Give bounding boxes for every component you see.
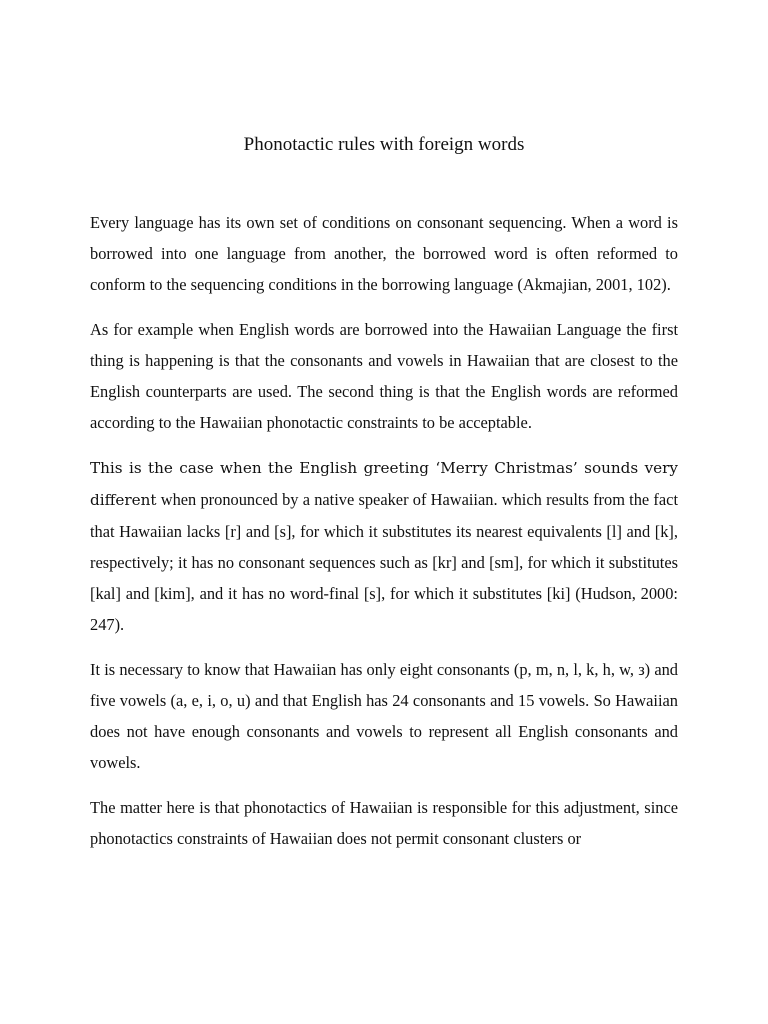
paragraph-4 (90, 654, 678, 778)
paragraph-4-text: It is necessary to know that Hawaiian has only eight consonants (p, m, n, l, k, h, w, з) and five vowels (a, e, i, o, u) and that English has 24 consonants and 15 vowels. So Hawaiian does not have enough consonants and vowels to represent all English consonants and vowels. (90, 660, 678, 772)
paragraph-5-text: The matter here is that phonotactics of Hawaiian is responsible for this adjustment, since phonotactics constraints of Hawaiian does not permit consonant clusters or (90, 798, 678, 848)
paragraph-3 (90, 452, 678, 640)
document-title: Phonotactic rules with foreign words (243, 134, 525, 155)
paragraph-2-text: As for example when English words are borrowed into the Hawaiian Language the first thing is happening is that the consonants and vowels in Hawaiian that are closest to the English counterparts are used. The second thing is that the English words are reformed according to the Hawaiian phonotactic constraints to be acceptable. (90, 320, 678, 432)
paragraph-2 (90, 314, 678, 438)
document-body (90, 207, 678, 868)
paragraph-1 (90, 207, 678, 300)
paragraph-5 (90, 792, 678, 854)
paragraph-1-text: Every language has its own set of conditions on consonant sequencing. When a word is borrowed into one language from another, the borrowed word is often reformed to conform to the sequencing conditions in the borrowing language (Akmajian, 2001, 102). (90, 213, 678, 294)
paragraph-3-text: when pronounced by a native speaker of Hawaiian. which results from the fact that Hawaiian lacks [r] and [s], for which it substitutes its nearest equivalents [l] and [k], respectively; it has no consonant sequences such as [kr] and [sm], for which it substitutes [kal] and [kim], and it has no word-final [s], for which it substitutes [ki] (Hudson, 2000: 247). (90, 490, 678, 634)
paragraph-3-lead: This is the case when the English greeting ‘Merry Christmas’ sounds very different (90, 459, 678, 509)
